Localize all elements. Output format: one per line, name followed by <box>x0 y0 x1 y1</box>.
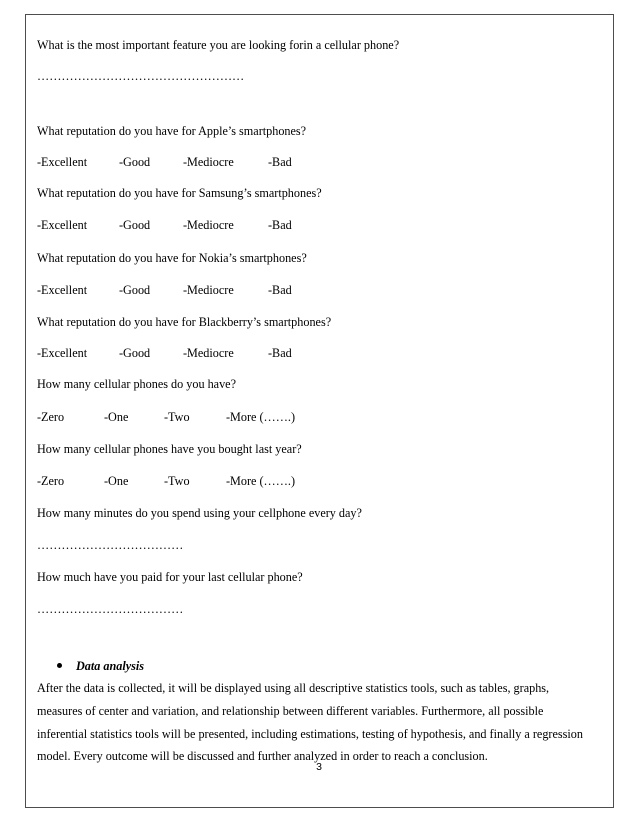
option-one: -One <box>104 410 129 424</box>
paragraph-line: After the data is collected, it will be displayed using all descriptive statistics tools, such as tables, graphs, <box>37 681 550 695</box>
question-minutes: How many minutes do you spend using your cellphone every day? <box>37 506 362 520</box>
option-excellent: -Excellent <box>37 346 88 360</box>
question-phones-owned: How many cellular phones do you have? <box>37 377 237 391</box>
option-mediocre: -Mediocre <box>183 346 234 360</box>
option-bad: -Bad <box>268 283 292 297</box>
option-more: -More (…….) <box>226 410 296 424</box>
option-bad: -Bad <box>268 155 292 169</box>
option-excellent: -Excellent <box>37 155 88 169</box>
option-one: -One <box>104 474 129 488</box>
option-good: -Good <box>119 346 151 360</box>
question-nokia: What reputation do you have for Nokia’s smartphones? <box>37 251 307 265</box>
bullet-icon <box>57 663 62 668</box>
option-bad: -Bad <box>268 346 292 360</box>
option-zero: -Zero <box>37 474 65 488</box>
option-two: -Two <box>164 474 190 488</box>
option-mediocre: -Mediocre <box>183 155 234 169</box>
option-two: -Two <box>164 410 190 424</box>
paragraph-line: model. Every outcome will be discussed and further analyzed in order to reach a conclusion. <box>37 749 488 763</box>
option-mediocre: -Mediocre <box>183 218 234 232</box>
answer-line-minutes: ……………………………… <box>37 538 184 552</box>
answer-line-price: ……………………………… <box>37 602 184 616</box>
option-zero: -Zero <box>37 410 65 424</box>
option-excellent: -Excellent <box>37 218 88 232</box>
question-apple: What reputation do you have for Apple’s smartphones? <box>37 124 307 138</box>
paragraph-line: inferential statistics tools will be presented, including estimations, testing of hypothesis, and finally a regression <box>37 727 583 741</box>
section-heading: Data analysis <box>76 659 145 673</box>
option-good: -Good <box>119 283 151 297</box>
question-phones-bought: How many cellular phones have you bought last year? <box>37 442 302 456</box>
option-excellent: -Excellent <box>37 283 88 297</box>
paragraph-line: measures of center and variation, and relationship between different variables. Furthermore, all possible <box>37 704 544 718</box>
answer-line-feature: …………………………………………… <box>37 69 245 83</box>
option-mediocre: -Mediocre <box>183 283 234 297</box>
option-good: -Good <box>119 218 151 232</box>
page-number: 3 <box>316 761 322 773</box>
question-feature: What is the most important feature you are looking forin a cellular phone? <box>37 38 400 52</box>
question-blackberry: What reputation do you have for Blackberry’s smartphones? <box>37 315 332 329</box>
option-more: -More (…….) <box>226 474 296 488</box>
option-bad: -Bad <box>268 218 292 232</box>
question-samsung: What reputation do you have for Samsung’s smartphones? <box>37 186 322 200</box>
question-price: How much have you paid for your last cellular phone? <box>37 570 303 584</box>
option-good: -Good <box>119 155 151 169</box>
